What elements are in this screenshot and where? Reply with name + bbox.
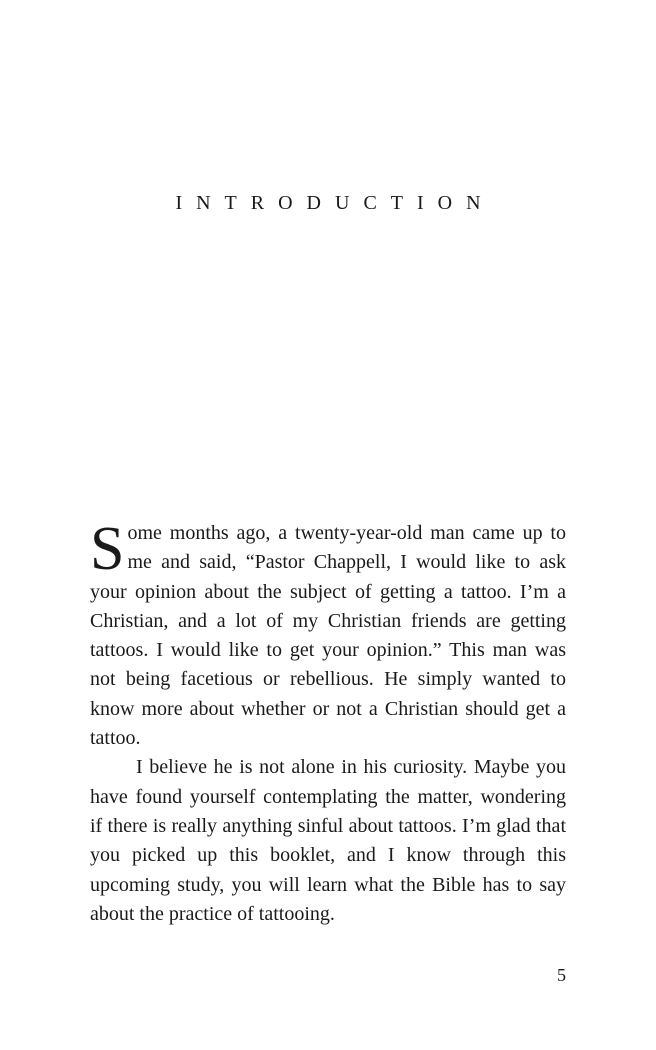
drop-cap: S (90, 515, 125, 583)
paragraph-1-text: ome months ago, a twenty-year-old man came up to me and said, “Pastor Chappell, I would like to ask your opinion about the subject of getting a tattoo. I’m a Christian, and a lot of my Christian friends are getting tattoos. I would like to get your opinion.” This man was not being facetious or rebellious. He simply wanted to know more about whether or not a Christian should get a tattoo. (90, 522, 566, 750)
page-number: 5 (557, 965, 566, 985)
paragraph-2: I believe he is not alone in his curiosity. Maybe you have found yourself contemplating the matter, wondering if there is really anything sinful about tattoos. I’m glad that you picked up this booklet, and I know through this upcoming study, you will learn what the Bible has to say about the practice of tattooing. (90, 756, 566, 925)
chapter-title: INTRODUCTION (175, 192, 495, 214)
paragraph-1 (90, 515, 566, 753)
body-text (90, 515, 566, 929)
